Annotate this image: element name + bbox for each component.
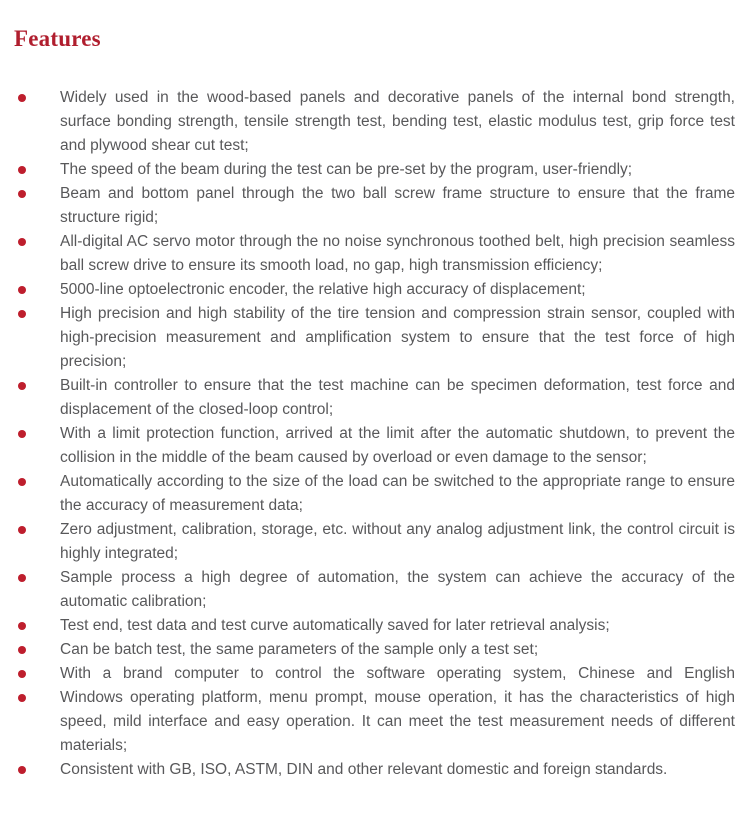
feature-item-text: All-digital AC servo motor through the no noise synchronous toothed belt, high precision seamless ball screw drive to ensure its smooth load, no gap, high transmission efficiency; xyxy=(60,233,735,274)
bullet-icon xyxy=(18,166,26,174)
feature-item-text: With a limit protection function, arrived at the limit after the automatic shutdown, to prevent the collision in the middle of the beam caused by overload or even damage to the sensor; xyxy=(60,425,735,466)
list-item xyxy=(0,686,750,758)
feature-item-text: High precision and high stability of the tire tension and compression strain sensor, coupled with high-precision measurement and amplification system to ensure that the test force of high precision; xyxy=(60,305,735,370)
bullet-icon xyxy=(18,574,26,582)
list-item xyxy=(0,566,750,614)
feature-item-text: Zero adjustment, calibration, storage, etc. without any analog adjustment link, the control circuit is highly integrated; xyxy=(60,521,735,562)
bullet-icon xyxy=(18,94,26,102)
feature-item-text: Built-in controller to ensure that the test machine can be specimen deformation, test force and displacement of the closed-loop control; xyxy=(60,377,735,418)
feature-item-text: Test end, test data and test curve automatically saved for later retrieval analysis; xyxy=(60,617,610,634)
bullet-icon xyxy=(18,670,26,678)
list-item xyxy=(0,158,750,182)
list-item xyxy=(0,758,750,782)
bullet-icon xyxy=(18,286,26,294)
list-item xyxy=(0,230,750,278)
page-title: Features xyxy=(14,26,101,51)
bullet-icon xyxy=(18,238,26,246)
list-item xyxy=(0,662,750,686)
features-page xyxy=(0,26,750,840)
bullet-icon xyxy=(18,430,26,438)
list-item xyxy=(0,638,750,662)
feature-item-text: Sample process a high degree of automation, the system can achieve the accuracy of the automatic calibration; xyxy=(60,569,735,610)
feature-item-text: Widely used in the wood-based panels and decorative panels of the internal bond strength, surface bonding strength, tensile strength test, bending test, elastic modulus test, grip force test and plywood shear cut test; xyxy=(60,89,735,154)
bullet-icon xyxy=(18,310,26,318)
feature-item-text: Can be batch test, the same parameters of the sample only a test set; xyxy=(60,641,539,658)
bullet-icon xyxy=(18,694,26,702)
list-item xyxy=(0,614,750,638)
bullet-icon xyxy=(18,622,26,630)
list-item xyxy=(0,374,750,422)
list-item xyxy=(0,86,750,158)
bullet-icon xyxy=(18,190,26,198)
bullet-icon xyxy=(18,382,26,390)
list-item xyxy=(0,302,750,374)
feature-item-text: With a brand computer to control the software operating system, Chinese and English xyxy=(60,665,735,682)
list-item xyxy=(0,470,750,518)
list-item xyxy=(0,422,750,470)
bullet-icon xyxy=(18,526,26,534)
feature-item-text: The speed of the beam during the test can be pre-set by the program, user-friendly; xyxy=(60,161,633,178)
bullet-icon xyxy=(18,646,26,654)
bullet-icon xyxy=(18,766,26,774)
feature-item-text: Beam and bottom panel through the two ball screw frame structure to ensure that the frame structure rigid; xyxy=(60,185,735,226)
feature-item-text: Consistent with GB, ISO, ASTM, DIN and other relevant domestic and foreign standards. xyxy=(60,761,668,778)
list-item xyxy=(0,182,750,230)
features-list xyxy=(0,86,750,782)
list-item xyxy=(0,518,750,566)
feature-item-text: Automatically according to the size of the load can be switched to the appropriate range to ensure the accuracy of measurement data; xyxy=(60,473,735,514)
feature-item-text: Windows operating platform, menu prompt, mouse operation, it has the characteristics of high speed, mild interface and easy operation. It can meet the test measurement needs of different materials; xyxy=(60,689,735,754)
bullet-icon xyxy=(18,478,26,486)
list-item xyxy=(0,278,750,302)
feature-item-text: 5000-line optoelectronic encoder, the relative high accuracy of displacement; xyxy=(60,281,586,298)
